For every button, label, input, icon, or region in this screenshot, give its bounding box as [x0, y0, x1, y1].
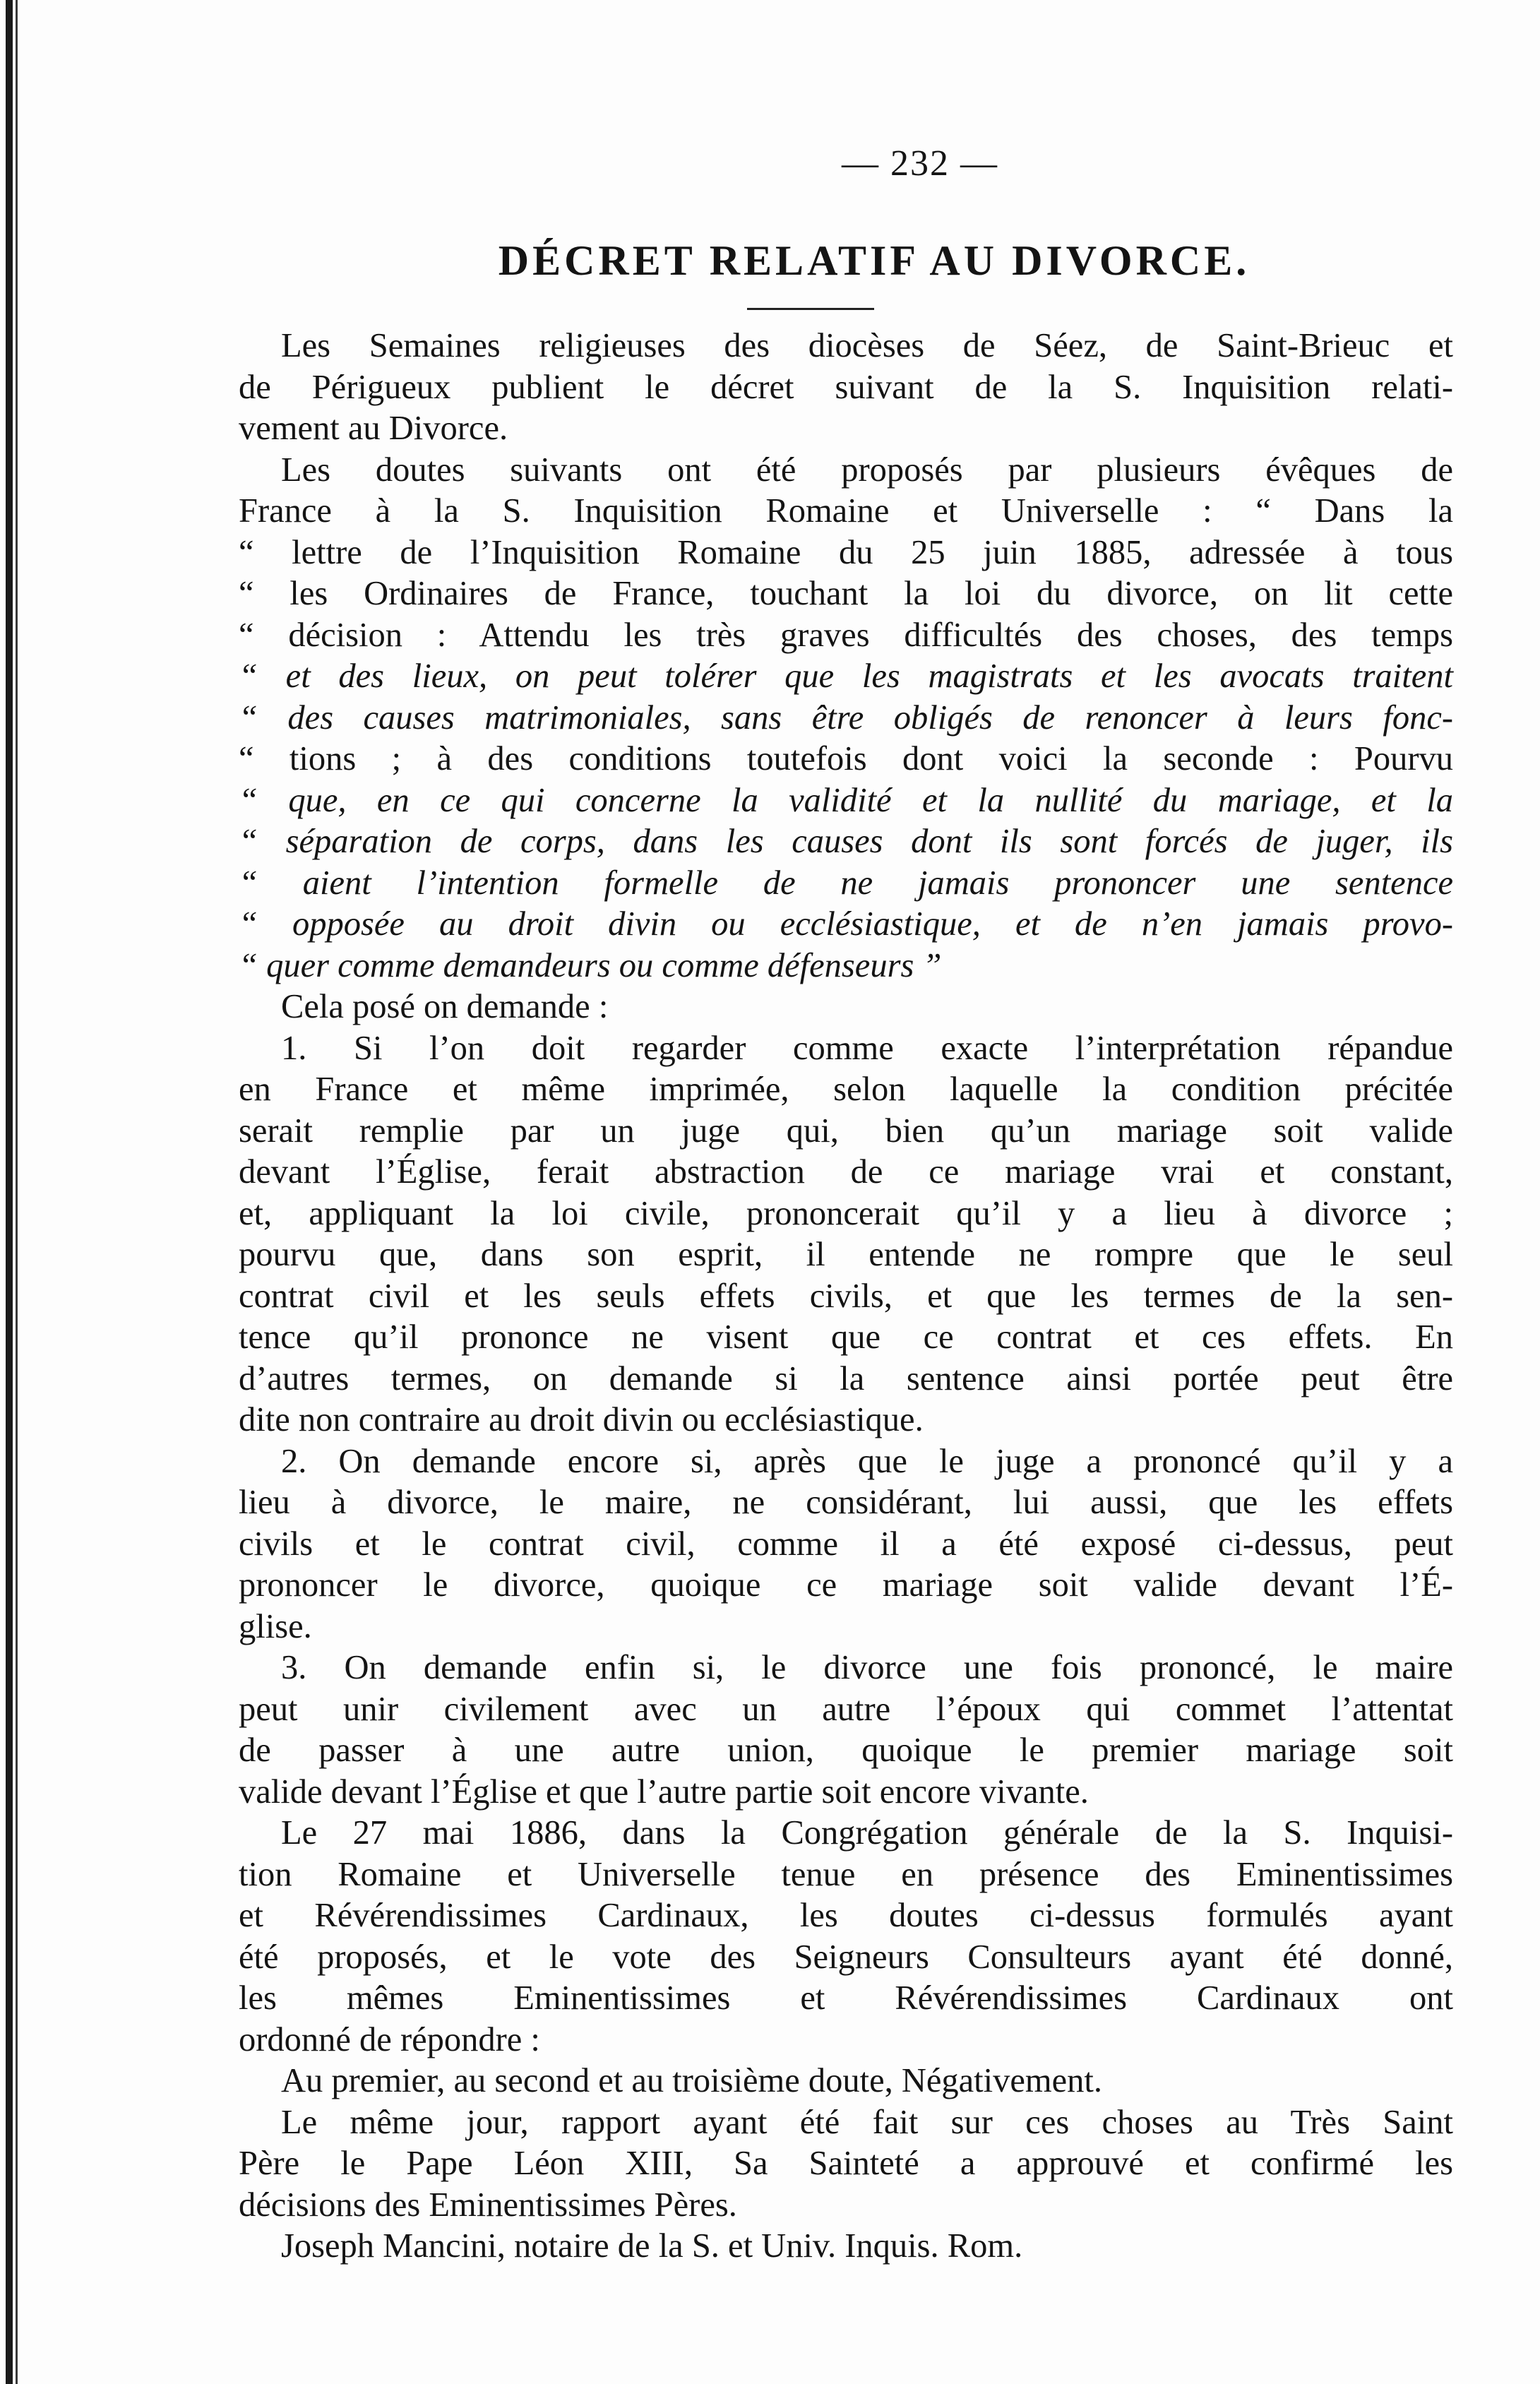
text-line: et, appliquant la loi civile, prononcerait qu’il y a lieu à divorce ;: [239, 1194, 1453, 1232]
quoted-line: “ et des lieux, on peut tolérer que les magistrats et les avocats traitent: [239, 657, 1453, 695]
answer-line: Au premier, au second et au troisième doute, Négativement.: [281, 2062, 1103, 2099]
title-divider: [747, 308, 874, 310]
text-line: tion Romaine et Universelle tenue en présence des Eminentissimes: [239, 1855, 1453, 1893]
text-line: d’autres termes, on demande si la sentence ainsi portée peut être: [239, 1359, 1453, 1397]
text-line: vement au Divorce.: [239, 410, 508, 447]
text-line: France à la S. Inquisition Romaine et Universelle : “ Dans la: [239, 492, 1453, 530]
quoted-line: “ séparation de corps, dans les causes dont ils sont forcés de juger, ils: [239, 823, 1453, 860]
text-line: contrat civil et les seuls effets civils, et que les termes de la sen-: [239, 1277, 1453, 1315]
text-line: peut unir civilement avec un autre l’époux qui commet l’attentat: [239, 1690, 1453, 1728]
scan-border-left: [6, 0, 13, 2384]
text-line: été proposés, et le vote des Seigneurs Consulteurs ayant été donné,: [239, 1938, 1453, 1976]
text-line: pourvu que, dans son esprit, il entende ne rompre que le seul: [239, 1236, 1453, 1273]
quoted-line: “ que, en ce qui concerne la validité et la nullité du mariage, et la: [239, 781, 1453, 819]
text-line: tence qu’il prononce ne visent que ce contrat et ces effets. En: [239, 1318, 1453, 1356]
quoted-line: “ décision : Attendu les très graves difficultés des choses, des temps: [239, 616, 1453, 654]
decree-text: [239, 326, 1453, 2267]
text-line: valide devant l’Église et que l’autre partie soit encore vivante.: [239, 1772, 1089, 1811]
quoted-line: “ les Ordinaires de France, touchant la loi du divorce, on lit cette: [239, 575, 1453, 612]
question-3-line: 3. On demande enfin si, le divorce une fois prononcé, le maire: [281, 1649, 1453, 1686]
text-line: décisions des Eminentissimes Pères.: [239, 2186, 737, 2224]
page-content: [239, 141, 1453, 2267]
text-line: Les doutes suivants ont été proposés par plusieurs évêques de: [281, 451, 1453, 489]
question-1-line: 1. Si l’on doit regarder comme exacte l’interprétation répandue: [281, 1029, 1453, 1067]
text-line: Les Semaines religieuses des diocèses de Séez, de Saint-Brieuc et: [281, 327, 1453, 364]
text-line: lieu à divorce, le maire, ne considérant, lui aussi, que les effets: [239, 1484, 1453, 1521]
text-line: ordonné de répondre :: [239, 2020, 540, 2058]
text-line: Père le Pape Léon XIII, Sa Sainteté a approuvé et confirmé les: [239, 2145, 1453, 2182]
text-line: prononcer le divorce, quoique ce mariage soit valide devant l’É-: [239, 1566, 1453, 1604]
page-title: DÉCRET RELATIF AU DIVORCE.: [498, 237, 1250, 284]
text-line: en France et même imprimée, selon laquelle la condition précitée: [239, 1071, 1453, 1108]
quoted-line: “ aient l’intention formelle de ne jamais prononcer une sentence: [239, 864, 1453, 902]
text-line: serait remplie par un juge qui, bien qu’un mariage soit valide: [239, 1111, 1453, 1150]
quoted-line: “ tions ; à des conditions toutefois dont voici la seconde : Pourvu: [239, 740, 1453, 777]
text-line: Le 27 mai 1886, dans la Congrégation générale de la S. Inquisi-: [281, 1814, 1453, 1852]
text-line: devant l’Église, ferait abstraction de ce mariage vrai et constant,: [239, 1153, 1453, 1191]
quoted-line: “ opposée au droit divin ou ecclésiastique, et de n’en jamais provo-: [239, 905, 1453, 943]
text-line: Cela posé on demande :: [281, 988, 609, 1025]
question-2-line: 2. On demande encore si, après que le juge a prononcé qu’il y a: [281, 1442, 1453, 1480]
text-line: dite non contraire au droit divin ou ecclésiastique.: [239, 1401, 924, 1438]
text-line: Le même jour, rapport ayant été fait sur ces choses au Très Saint: [281, 2103, 1453, 2141]
scan-border-left-thin: [16, 0, 18, 2384]
page-number: — 232 —: [842, 143, 998, 184]
text-line: glise.: [239, 1607, 312, 1645]
text-line: de Périgueux publient le décret suivant de la S. Inquisition relati-: [239, 368, 1453, 406]
text-line: et Révérendissimes Cardinaux, les doutes ci-dessus formulés ayant: [239, 1897, 1453, 1934]
quoted-line: “ quer comme demandeurs ou comme défenseurs ”: [239, 946, 942, 984]
text-line: les mêmes Eminentissimes et Révérendissimes Cardinaux ont: [239, 1979, 1453, 2017]
text-line: civils et le contrat civil, comme il a été exposé ci-dessus, peut: [239, 1525, 1453, 1563]
quoted-line: “ lettre de l’Inquisition Romaine du 25 juin 1885, adressée à tous: [239, 533, 1453, 571]
text-line: de passer à une autre union, quoique le premier mariage soit: [239, 1732, 1453, 1769]
quoted-line: “ des causes matrimoniales, sans être obligés de renoncer à leurs fonc-: [239, 698, 1453, 737]
signature-line: Joseph Mancini, notaire de la S. et Univ. Inquis. Rom.: [281, 2227, 1023, 2265]
